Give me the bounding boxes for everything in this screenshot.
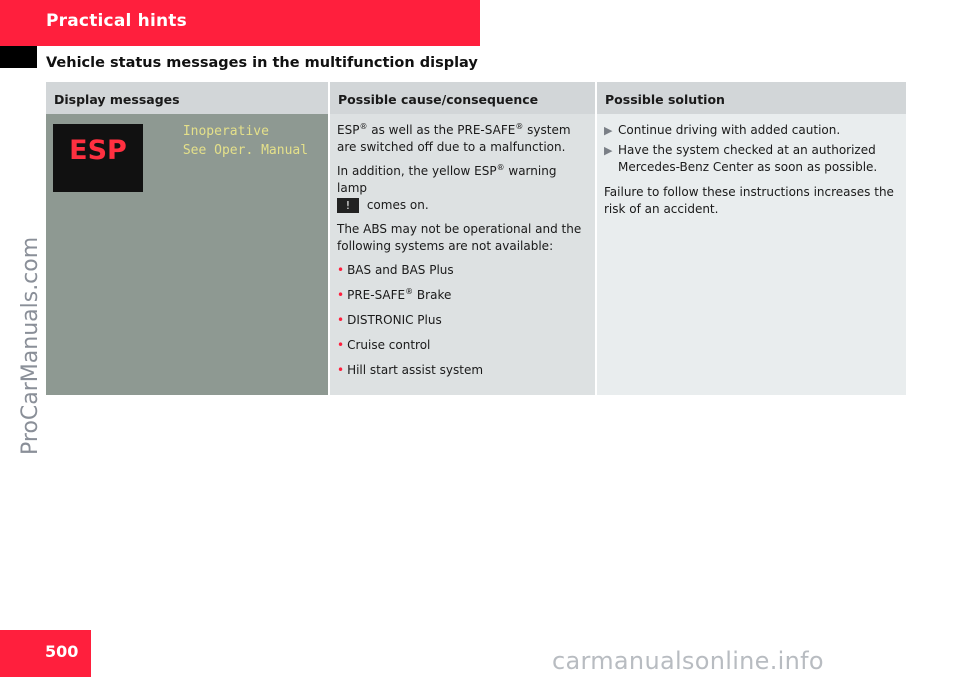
display-line-2: See Oper. Manual [182, 143, 309, 158]
side-tab-marker [0, 46, 37, 68]
section-title: Vehicle status messages in the multifunction display [46, 55, 478, 71]
footer-site-watermark: carmanualsonline.info [552, 647, 824, 675]
header-possible-cause: Possible cause/consequence [329, 82, 596, 114]
table-header-row [46, 82, 906, 114]
bullet-icon: • [337, 263, 345, 277]
list-item: • Hill start assist system [337, 363, 484, 377]
list-item: ▶ Continue driving with added caution. [604, 123, 841, 137]
page-number: 500 [45, 642, 79, 661]
bullet-icon: • [337, 363, 345, 377]
solution-cell [596, 114, 906, 395]
header-possible-solution: Possible solution [596, 82, 906, 114]
table-row [46, 114, 906, 395]
chapter-title: Practical hints [46, 11, 187, 31]
warning-lamp-icon: ! [337, 198, 359, 213]
solution-steps [604, 122, 899, 176]
solution-note: Failure to follow these instructions increases the risk of an accident. [604, 185, 894, 216]
arrow-right-icon: ▶ [604, 124, 613, 137]
list-item: • PRE-SAFE® Brake [337, 287, 452, 302]
watermark: ProCarManuals.com [18, 236, 43, 455]
arrow-right-icon: ▶ [604, 144, 613, 157]
list-item: • Cruise control [337, 338, 431, 352]
esp-symbol-label: ESP [69, 135, 127, 166]
cause-paragraph-3: The ABS may not be operational and the following systems are not available: [337, 222, 582, 253]
display-text [183, 122, 308, 160]
cause-paragraph-2: In addition, the yellow ESP® warning lamp ! comes on. [337, 163, 557, 212]
list-item: • DISTRONIC Plus [337, 313, 442, 327]
display-message-cell [46, 114, 329, 395]
header-display-messages: Display messages [46, 82, 329, 114]
unavailable-systems-list [337, 262, 588, 379]
bullet-icon: • [337, 313, 345, 327]
esp-symbol-icon [53, 124, 143, 192]
bullet-icon: • [337, 288, 345, 302]
status-message-table [46, 82, 906, 395]
list-item: ▶ Have the system checked at an authorized Mercedes-Benz Center as soon as possible. [604, 143, 878, 174]
bullet-icon: • [337, 338, 345, 352]
cause-cell [329, 114, 596, 395]
display-line-1: Inoperative [182, 124, 269, 139]
cause-paragraph-1: ESP® as well as the PRE-SAFE® system are switched off due to a malfunction. [337, 122, 571, 154]
list-item: • BAS and BAS Plus [337, 263, 454, 277]
